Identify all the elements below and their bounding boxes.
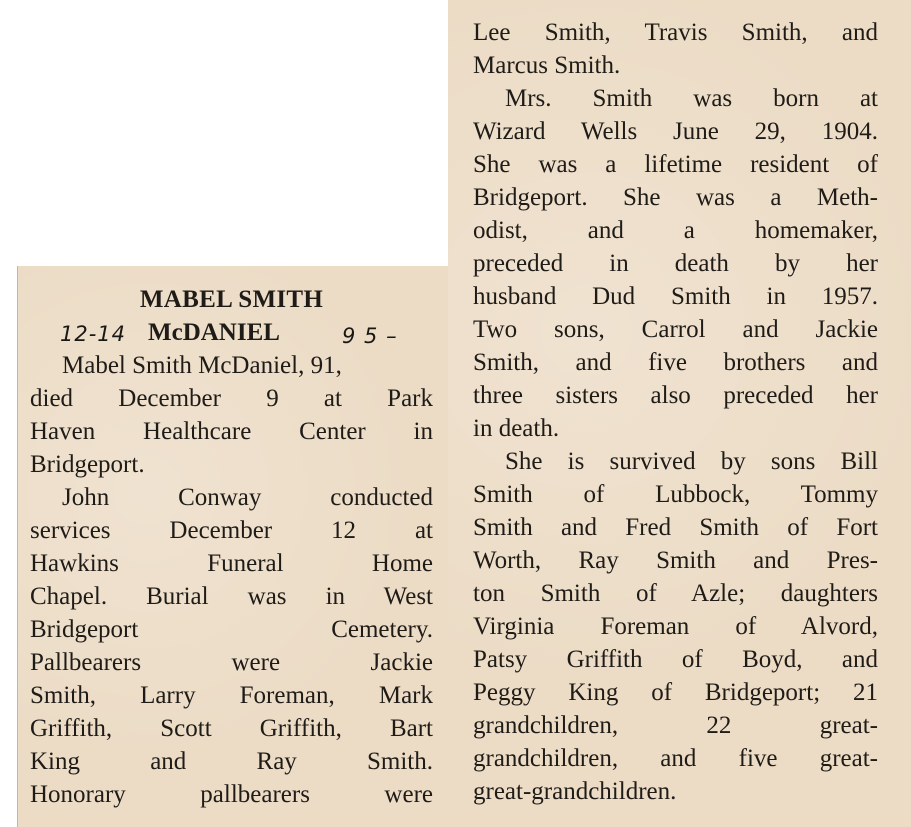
text-line: Haven Healthcare Center in (30, 418, 433, 445)
text-line: Griffith, Scott Griffith, Bart (30, 715, 433, 742)
right-column-text (473, 16, 878, 808)
left-column-text (30, 349, 433, 811)
text-line: services December 12 at (30, 517, 433, 544)
text-line: She was a lifetime resident of (473, 151, 878, 178)
text-line: grandchildren, 22 great- (473, 712, 878, 739)
text-line: Bridgeport. She was a Meth- (473, 184, 878, 211)
text-line: Worth, Ray Smith and Pres- (473, 547, 878, 574)
obituary-subhead (30, 316, 433, 349)
text-line: Smith, Larry Foreman, Mark (30, 682, 433, 709)
text-line: Bridgeport. (30, 451, 145, 478)
text-line: Bridgeport Cemetery. (30, 616, 433, 643)
text-line: Hawkins Funeral Home (30, 550, 433, 577)
text-line: Smith of Lubbock, Tommy (473, 481, 878, 508)
text-line: Smith, and five brothers and (473, 349, 878, 376)
obituary-left-column (30, 283, 433, 811)
text-line: husband Dud Smith in 1957. (473, 283, 878, 310)
text-line: Marcus Smith. (473, 52, 621, 79)
text-line: She is survived by sons Bill (505, 448, 878, 475)
text-line: Mrs. Smith was born at (505, 85, 878, 112)
handwritten-date: 12-14 (60, 322, 127, 346)
text-line: grandchildren, and five great- (473, 745, 878, 772)
text-line: Peggy King of Bridgeport; 21 (473, 679, 878, 706)
text-line: Chapel. Burial was in West (30, 583, 433, 610)
text-line: Virginia Foreman of Alvord, (473, 613, 878, 640)
text-line: odist, and a homemaker, (473, 217, 878, 244)
text-line: Honorary pallbearers were (30, 781, 433, 808)
text-line: Mabel Smith McDaniel, 91, (62, 352, 342, 379)
text-line: three sisters also preceded her (473, 382, 878, 409)
obituary-right-column (473, 16, 878, 808)
handwritten-age: 9 5 – (342, 324, 398, 348)
text-line: Two sons, Carrol and Jackie (473, 316, 878, 343)
obituary-headline: MABEL SMITH (139, 286, 324, 313)
text-line: Patsy Griffith of Boyd, and (473, 646, 878, 673)
text-line: King and Ray Smith. (30, 748, 433, 775)
text-line: Smith and Fred Smith of Fort (473, 514, 878, 541)
text-line: great-grandchildren. (473, 778, 677, 805)
text-line: died December 9 at Park (30, 385, 433, 412)
text-line: Lee Smith, Travis Smith, and (473, 19, 878, 46)
subhead-name: McDANIEL (148, 319, 280, 346)
text-line: ton Smith of Azle; daughters (473, 580, 878, 607)
text-line: preceded in death by her (473, 250, 878, 277)
text-line: in death. (473, 415, 560, 442)
text-line: Pallbearers were Jackie (30, 649, 433, 676)
text-line: Wizard Wells June 29, 1904. (473, 118, 878, 145)
text-line: John Conway conducted (62, 484, 433, 511)
